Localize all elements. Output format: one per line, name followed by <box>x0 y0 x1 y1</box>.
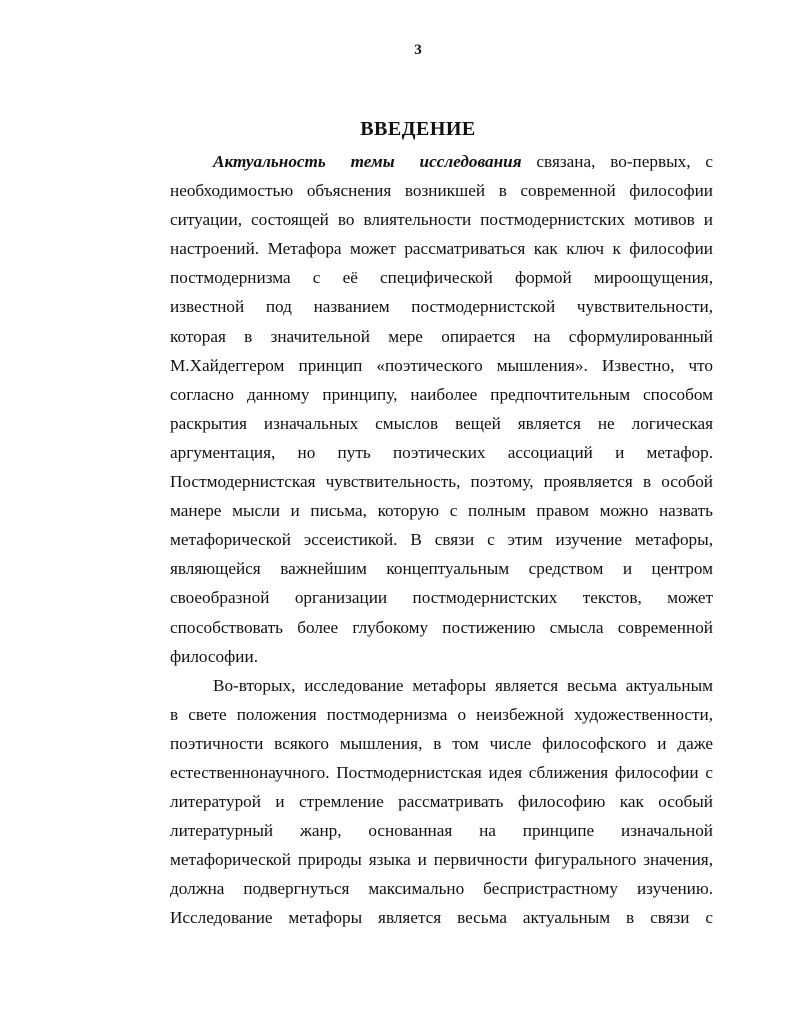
paragraph-2-line: должна подвергнуться максимально беспристрастному изучению. <box>170 879 713 899</box>
page-number: 3 <box>414 42 422 58</box>
paragraph-1-line: настроений. Метафора может рассматриваться как ключ к философии <box>170 239 713 259</box>
paragraph-1-line: своеобразной организации постмодернистских текстов, может <box>170 588 713 608</box>
paragraph-2-line: естественнонаучного. Постмодернистская идея сближения философии с <box>170 762 713 782</box>
paragraph-1-line: ситуации, состоящей во влиятельности постмодернистских мотивов и <box>170 210 713 230</box>
paragraph-1-line: манере мысли и письма, которую с полным правом можно назвать <box>170 501 713 521</box>
paragraph-1-line-1-rest: связана, во-первых, с <box>521 152 713 171</box>
paragraph-1-line: постмодернизма с её специфической формой мироощущения, <box>170 268 713 288</box>
paragraph-2-line: литературой и стремление рассматривать философию как особый <box>170 792 713 812</box>
section-heading: ВВЕДЕНИЕ <box>360 118 476 140</box>
paragraph-1-line: являющейся важнейшим концептуальным средством и центром <box>170 559 713 579</box>
paragraph-1-line: которая в значительной мере опирается на сформулированный <box>170 326 713 346</box>
paragraph-1-line: Постмодернистская чувствительность, поэтому, проявляется в особой <box>170 472 713 492</box>
paragraph-2-line: метафорической природы языка и первичности фигурального значения, <box>170 850 713 870</box>
paragraph-2-line: Исследование метафоры является весьма актуальным в связи с <box>170 908 713 928</box>
topic-relevance-emphasis: Актуальность темы исследования <box>213 152 522 171</box>
paragraph-1-last-line: философии. <box>170 646 258 666</box>
paragraph-1-line: известной под названием постмодернистской чувствительности, <box>170 297 713 317</box>
paragraph-1-line: необходимостью объяснения возникшей в современной философии <box>170 181 713 201</box>
paragraph-1-line: раскрытия изначальных смыслов вещей является не логическая <box>170 413 713 433</box>
body-text <box>170 150 713 936</box>
paragraph-2-line: литературный жанр, основанная на принципе изначальной <box>170 821 713 841</box>
paragraph-1-line: метафорической эссеистикой. В связи с этим изучение метафоры, <box>170 530 713 550</box>
paragraph-1-line: аргументация, но путь поэтических ассоциаций и метафор. <box>170 442 713 462</box>
paragraph-1-line: способствовать более глубокому постижению смысла современной <box>170 617 713 637</box>
paragraph-2-line: в свете положения постмодернизма о неизбежной художественности, <box>170 704 713 724</box>
paragraph-2-line-1: Во-вторых, исследование метафоры является весьма актуальным <box>213 675 713 695</box>
paragraph-1-line: согласно данному принципу, наиболее предпочтительным способом <box>170 384 713 404</box>
paragraph-1-line-1 <box>170 150 713 179</box>
paragraph-1-line: М.Хайдеггером принцип «поэтического мышления». Известно, что <box>170 355 713 375</box>
paragraph-2-line: поэтичности всякого мышления, в том числе философского и даже <box>170 733 713 753</box>
